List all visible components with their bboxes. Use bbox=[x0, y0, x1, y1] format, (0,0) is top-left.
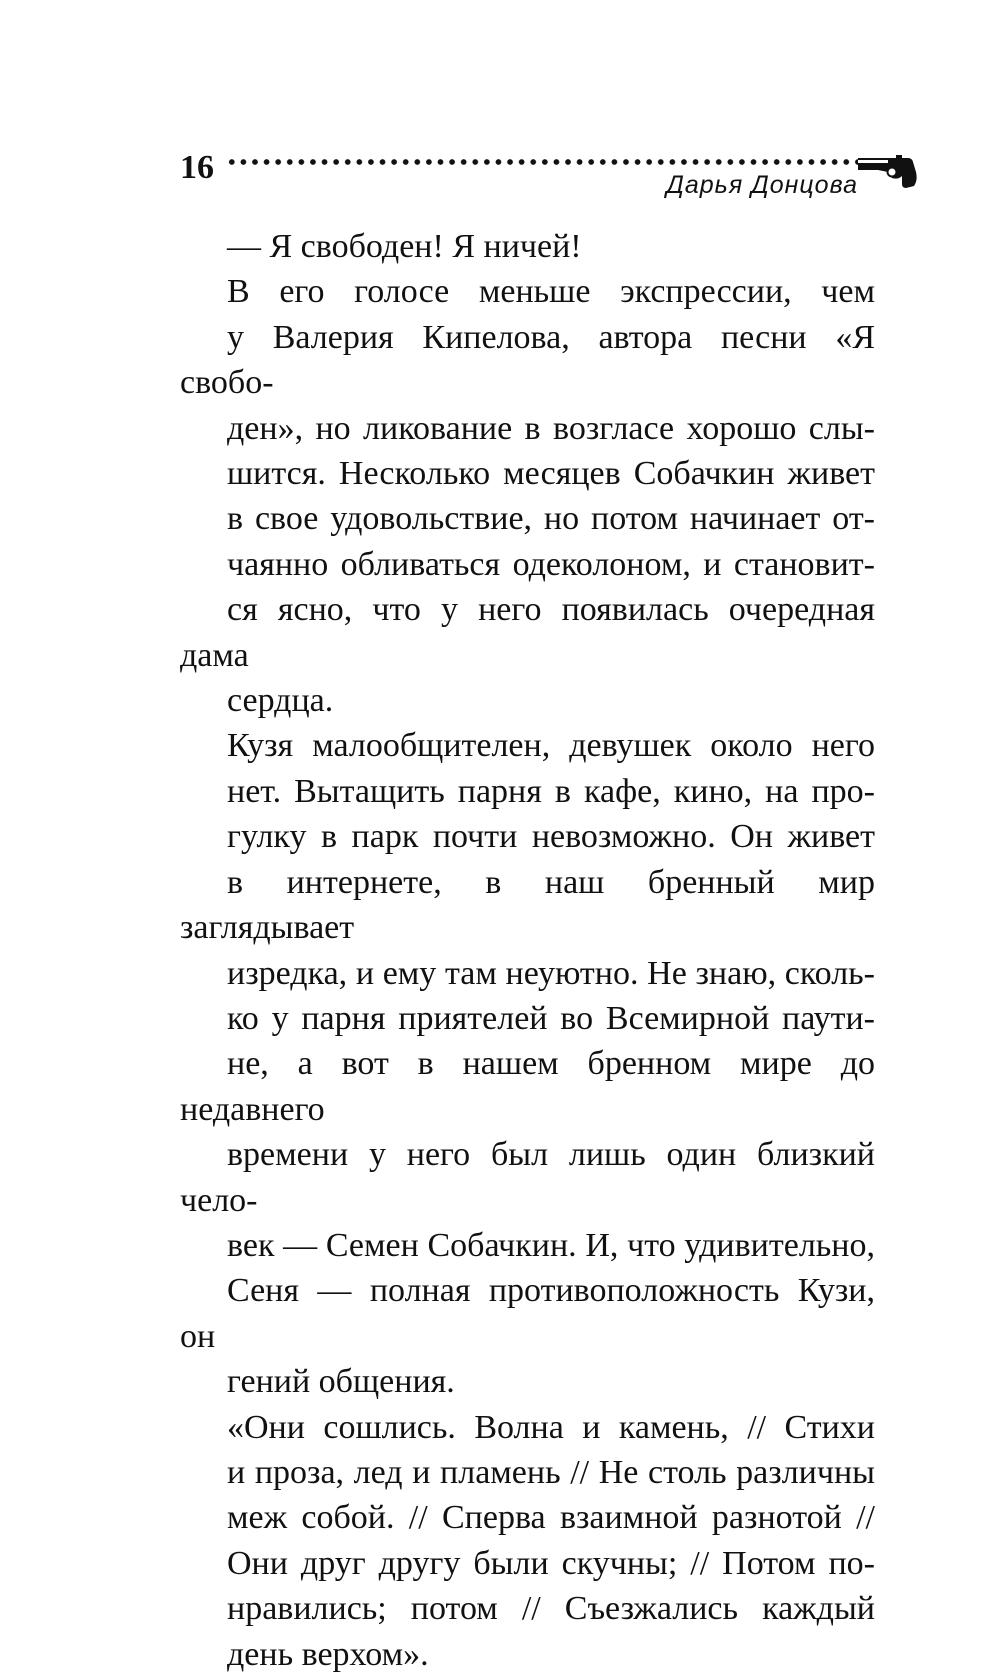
text-line: Они друг другу были скучны; // Потом по- bbox=[227, 1544, 875, 1582]
paragraph bbox=[180, 269, 875, 723]
text-line: ко у парня приятелей во Всемирной паути- bbox=[227, 999, 875, 1037]
text-line: ся ясно, что у него появилась очередная дама bbox=[180, 591, 875, 674]
text-line: гулку в парк почти невозможно. Он живет bbox=[227, 818, 875, 856]
page-number: 16 bbox=[180, 149, 214, 186]
text-line: не, а вот в нашем бренном мире до недавнего bbox=[180, 1045, 875, 1128]
text-line: чаянно обливаться одеколоном, и становит- bbox=[227, 545, 875, 583]
running-header bbox=[180, 148, 920, 208]
text-line: меж собой. // Сперва взаимной разнотой // bbox=[227, 1499, 875, 1537]
paragraph bbox=[180, 1405, 875, 1677]
text-line: и проза, лед и пламень // Не столь различны bbox=[227, 1453, 875, 1491]
text-line: век — Семен Собачкин. И, что удивительно, bbox=[227, 1226, 875, 1264]
paragraph bbox=[180, 224, 875, 269]
text-line: сердца. bbox=[227, 682, 334, 720]
text-line: в свое удовольствие, но потом начинает от- bbox=[227, 500, 875, 538]
author-name: Дарья Донцова bbox=[666, 171, 858, 199]
text-line: день верхом». bbox=[227, 1635, 429, 1673]
text-line: гений общения. bbox=[227, 1363, 455, 1401]
revolver-icon bbox=[856, 150, 920, 190]
text-line: Сеня — полная противоположность Кузи, он bbox=[180, 1272, 875, 1355]
text-line: ден», но ликование в возгласе хорошо слы- bbox=[227, 409, 875, 447]
body-text bbox=[180, 224, 875, 1677]
text-line: Кузя малообщителен, девушек около него bbox=[227, 727, 875, 765]
dotted-leader bbox=[226, 158, 866, 166]
text-line: «Они сошлись. Волна и камень, // Стихи bbox=[227, 1408, 875, 1446]
paragraph bbox=[180, 723, 875, 1404]
text-line: нет. Вытащить парня в кафе, кино, на про- bbox=[227, 772, 875, 810]
text-line: шится. Несколько месяцев Собачкин живет bbox=[227, 455, 875, 493]
text-line: — Я свободен! Я ничей! bbox=[227, 228, 582, 265]
text-line: изредка, и ему там неуютно. Не знаю, сколь- bbox=[227, 954, 875, 992]
text-line: у Валерия Кипелова, автора песни «Я свобо- bbox=[180, 318, 875, 402]
text-line: в интернете, в наш бренный мир заглядывает bbox=[180, 863, 875, 947]
text-line: нравились; потом // Съезжались каждый bbox=[227, 1590, 875, 1628]
text-line: времени у него был лишь один близкий чело- bbox=[180, 1136, 875, 1219]
text-line: В его голосе меньше экспрессии, чем bbox=[227, 273, 875, 311]
